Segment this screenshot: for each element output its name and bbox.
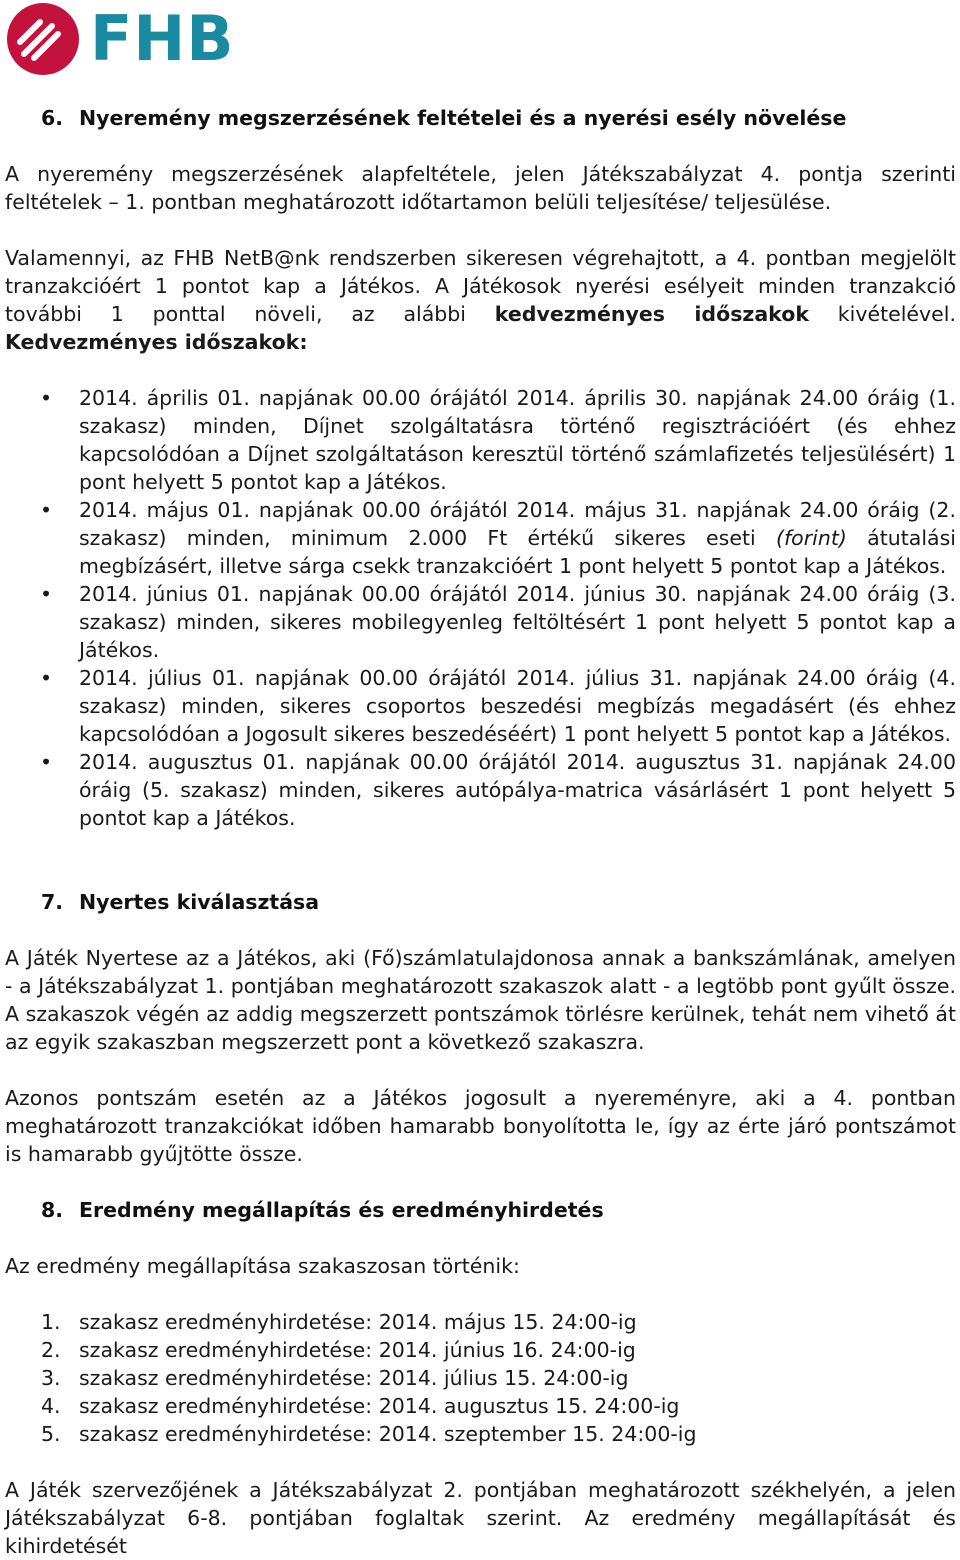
- section-6-heading: [5, 104, 956, 132]
- list-item: 2. szakasz eredményhirdetése: 2014. június 16. 24:00-ig: [41, 1338, 636, 1362]
- list-item: • 2014. április 01. napjának 00.00 órájától 2014. április 30. napjának 24.00 óráig (1. szakasz) minden, Díjnet szolgáltatásra történő regisztrációért (és ehhez kapcsolódóan a Díjnet szolgáltatáson keresztül történő számlafizetés teljesülésért) 1 pont helyett 5 pontot kap a Játékos.: [40, 386, 956, 494]
- section-title: Eredmény megállapítás és eredményhirdetés: [79, 1198, 604, 1222]
- paragraph: Valamennyi, az FHB NetB@nk rendszerben sikeresen végrehajtott, a 4. pontban megjelölt tranzakcióért 1 pontot kap a Játékos. A Játékosok nyerési esélyeit minden tranzakció további 1 ponttal növeli, az alábbi kedvezményes időszakok kivételével. Kedvezményes időszakok:: [5, 246, 956, 354]
- bullet-icon: •: [40, 386, 53, 410]
- fhb-logo-mark-icon: [6, 2, 80, 76]
- list-item: 3. szakasz eredményhirdetése: 2014. július 15. 24:00-ig: [41, 1366, 629, 1390]
- section-number: 8.: [41, 1198, 64, 1222]
- bullet-icon: •: [40, 750, 53, 774]
- list-item: • 2014. május 01. napjának 00.00 órájától 2014. május 31. napjának 24.00 óráig (2. szakasz) minden, minimum 2.000 Ft értékű sikeres eseti (forint) átutalási megbízásért, illetve sárga csekk tranzakcióért 1 pont helyett 5 pontot kap a Játékos.: [40, 498, 956, 578]
- section-8-heading: [5, 1196, 956, 1224]
- list-item: • 2014. augusztus 01. napjának 00.00 órájától 2014. augusztus 31. napjának 24.00 óráig (5. szakasz) minden, sikeres autópálya-matrica vásárlásért 1 pont helyett 5 pontot kap a Játékos.: [40, 750, 956, 830]
- bonus-periods-list: [5, 384, 956, 832]
- paragraph: Az eredmény megállapítása szakaszosan történik:: [5, 1254, 520, 1278]
- list-item: 5. szakasz eredményhirdetése: 2014. szeptember 15. 24:00-ig: [41, 1422, 697, 1446]
- document-body: [5, 104, 956, 1560]
- bullet-icon: •: [40, 582, 53, 606]
- bullet-icon: •: [40, 498, 53, 522]
- list-item: 4. szakasz eredményhirdetése: 2014. augusztus 15. 24:00-ig: [41, 1394, 680, 1418]
- paragraph: A nyeremény megszerzésének alapfeltétele, jelen Játékszabályzat 4. pontja szerinti feltételek – 1. pontban meghatározott időtartamon belüli teljesítése/ teljesülése.: [5, 162, 956, 214]
- fhb-logo: [6, 2, 235, 76]
- results-schedule-list: [5, 1308, 956, 1448]
- paragraph: A Játék szervezőjének a Játékszabályzat 2. pontjában meghatározott székhelyén, a jelen Játékszabályzat 6-8. pontjában foglaltak szerint. Az eredmény megállapítását és kihirdetését: [5, 1478, 956, 1558]
- list-item: • 2014. július 01. napjának 00.00 órájától 2014. július 31. napjának 24.00 óráig (4. szakasz) minden, sikeres csoportos beszedési megbízás megadásért (és ehhez kapcsolódóan a Jogosult sikeres beszedéséért) 1 pont helyett 5 pontot kap a Játékos.: [40, 666, 956, 746]
- list-item: • 2014. június 01. napjának 00.00 órájától 2014. június 30. napjának 24.00 óráig (3. szakasz) minden, sikeres mobilegyenleg feltöltésért 1 pont helyett 5 pontot kap a Játékos.: [40, 582, 956, 662]
- paragraph: A Játék Nyertese az a Játékos, aki (Fő)számlatulajdonosa annak a bankszámlának, amelyen - a Játékszabályzat 1. pontjában meghatározott szakaszok alatt - a legtöbb pont gyűlt össze. A szakaszok végén az addig megszerzett pontszámok törlésre kerülnek, tehát nem vihető át az egyik szakaszban megszerzett pont a következő szakaszra.: [5, 946, 956, 1054]
- paragraph: Azonos pontszám esetén az a Játékos jogosult a nyereményre, aki a 4. pontban meghatározott tranzakciókat időben hamarabb bonyolította le, így az érte járó pontszámot is hamarabb gyűjtötte össze.: [5, 1086, 956, 1166]
- list-item: 1. szakasz eredményhirdetése: 2014. május 15. 24:00-ig: [41, 1310, 637, 1334]
- section-number: 6.: [41, 106, 64, 130]
- logo-wordmark: FHB: [90, 2, 235, 75]
- section-title: Nyeremény megszerzésének feltételei és a nyerési esély növelése: [79, 106, 847, 130]
- section-7-heading: [5, 888, 956, 916]
- section-number: 7.: [41, 890, 64, 914]
- bullet-icon: •: [40, 666, 53, 690]
- section-title: Nyertes kiválasztása: [79, 890, 320, 914]
